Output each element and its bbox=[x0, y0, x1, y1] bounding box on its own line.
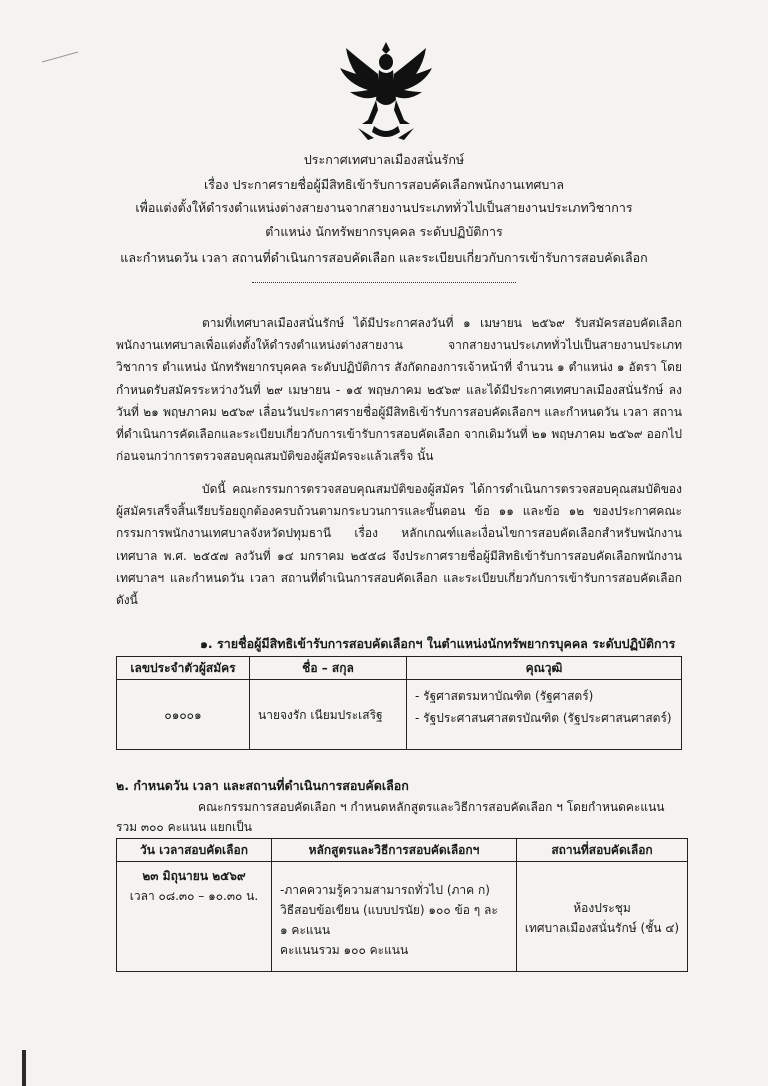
section-2-note-line-2: รวม ๓๐๐ คะแนน แยกเป็น bbox=[116, 820, 252, 834]
header-applicant-id: เลขประจำตัวผู้สมัคร bbox=[117, 657, 250, 680]
course-line: วิธีสอบข้อเขียน (แบบปรนัย) ๑๐๐ ข้อ ๆ ละ bbox=[280, 903, 498, 917]
qualification-item: - รัฐศาสตรมหาบัณฑิต (รัฐศาสตร์) bbox=[415, 689, 594, 703]
org-title: ประกาศเทศบาลเมืองสนั่นรักษ์ bbox=[303, 152, 465, 167]
table-header-row bbox=[117, 839, 688, 862]
subject-line-4: และกำหนดวัน เวลา สถานที่ดำเนินการสอบคัดเลือก และระเบียบเกี่ยวกับการเข้ารับการสอบคัดเลือก bbox=[120, 250, 648, 265]
course-line: ๑ คะแนน bbox=[280, 923, 331, 937]
scan-edge-mark bbox=[22, 1050, 26, 1086]
venue-line: ห้องประชุม bbox=[573, 901, 631, 915]
header-course: หลักสูตรและวิธีการสอบคัดเลือกฯ bbox=[272, 839, 517, 862]
table-header-row bbox=[117, 657, 682, 680]
header-date-time: วัน เวลาสอบคัดเลือก bbox=[117, 839, 272, 862]
subject-line-3: ตำแหน่ง นักทรัพยากรบุคคล ระดับปฏิบัติการ bbox=[265, 224, 503, 239]
applicant-id: ๐๑๐๐๑ bbox=[117, 680, 250, 750]
venue-cell bbox=[517, 862, 688, 972]
section-2-title: ๒. กำหนดวัน เวลา และสถานที่ดำเนินการสอบคัดเลือก bbox=[116, 778, 409, 793]
candidates-table bbox=[116, 656, 682, 750]
exam-date: ๒๓ มิถุนายน ๒๕๖๙ bbox=[142, 869, 246, 883]
paragraph-1-text: ตามที่เทศบาลเมืองสนั่นรักษ์ ได้มีประกาศลงวันที่ ๑ เมษายน ๒๕๖๙ รับสมัครสอบคัดเลือกพนักงานเทศบาลเพื่อแต่งตั้งให้ดำรงตำแหน่งต่างสายงาน จากสายงานประเภททั่วไปเป็นสายงานประเภทวิชาการ ตำแหน่ง นักทรัพยากรบุคคล ระดับปฏิบัติการ สังกัดกองการเจ้าหน้าที่ จำนวน ๑ ตำแหน่ง ๑ อัตรา โดยกำหนดรับสมัครระหว่างวันที่ ๒๙ เมษายน - ๑๕ พฤษภาคม ๒๕๖๙ และได้มีประกาศเทศบาลเมืองสนั่นรักษ์ ลงวันที่ ๒๑ พฤษภาคม ๒๕๖๙ เลื่อนวันประกาศรายชื่อผู้มีสิทธิเข้ารับการสอบคัดเลือกฯ และกำหนดวัน เวลา สถานที่ดำเนินการคัดเลือกและระเบียบเกี่ยวกับการเข้ารับการสอบคัดเลือก จากเดิมวันที่ ๒๑ พฤษภาคม ๒๕๖๙ ออกไปก่อนจนกว่าการตรวจสอบคุณสมบัติของผู้สมัครจะแล้วเสร็จ นั้น bbox=[116, 316, 682, 464]
schedule-table bbox=[116, 838, 688, 972]
venue-line: เทศบาลเมืองสนั่นรักษ์ (ชั้น ๔) bbox=[524, 921, 680, 935]
dotted-separator bbox=[252, 282, 516, 283]
header-venue: สถานที่สอบคัดเลือก bbox=[517, 839, 688, 862]
garuda-emblem-icon bbox=[338, 40, 434, 144]
subject-line-2: เพื่อแต่งตั้งให้ดำรงตำแหน่งต่างสายงานจากสายงานประเภททั่วไปเป็นสายงานประเภทวิชาการ bbox=[135, 200, 633, 215]
paragraph-1 bbox=[116, 312, 682, 467]
header-qualification: คุณวุฒิ bbox=[407, 657, 682, 680]
qualification-item: - รัฐประศาสนศาสตรบัณฑิต (รัฐประศาสนศาสตร์) bbox=[415, 711, 672, 725]
qualification-cell bbox=[407, 680, 682, 750]
paragraph-2-text: บัดนี้ คณะกรรมการตรวจสอบคุณสมบัติของผู้สมัคร ได้การดำเนินการตรวจสอบคุณสมบัติของผู้สมัครเสร็จสิ้นเรียบร้อยถูกต้องครบถ้วนตามกระบวนการและขั้นตอน ข้อ ๑๑ และข้อ ๑๒ ของประกาศคณะกรรมการพนักงานเทศบาลจังหวัดปทุมธานี เรื่อง หลักเกณฑ์และเงื่อนไขการสอบคัดเลือกสำหรับพนักงานเทศบาล พ.ศ. ๒๕๕๗ ลงวันที่ ๑๔ มกราคม ๒๕๕๘ จึงประกาศรายชื่อผู้มีสิทธิเข้ารับการสอบคัดเลือกพนักงานเทศบาลฯ และกำหนดวัน เวลา สถานที่ดำเนินการสอบคัดเลือก และระเบียบเกี่ยวกับการเข้ารับการสอบคัดเลือก ดังนี้ bbox=[116, 482, 682, 608]
table-row bbox=[117, 680, 682, 750]
section-1-title: ๑. รายชื่อผู้มีสิทธิเข้ารับการสอบคัดเลือกฯ ในตำแหน่งนักทรัพยากรบุคคล ระดับปฏิบัติการ bbox=[200, 636, 676, 651]
course-line: -ภาคความรู้ความสามารถทั่วไป (ภาค ก) bbox=[280, 883, 490, 897]
course-cell bbox=[272, 862, 517, 972]
scan-mark-icon bbox=[40, 50, 80, 64]
table-row bbox=[117, 862, 688, 972]
header-name: ชื่อ – สกุล bbox=[250, 657, 407, 680]
schedule-date-cell bbox=[117, 862, 272, 972]
subject-line-1: เรื่อง ประกาศรายชื่อผู้มีสิทธิเข้ารับการสอบคัดเลือกพนักงานเทศบาล bbox=[204, 177, 564, 192]
applicant-name: นายจงรัก เนียมประเสริฐ bbox=[250, 680, 407, 750]
course-line: คะแนนรวม ๑๐๐ คะแนน bbox=[280, 943, 409, 957]
section-2-note-line-1: คณะกรรมการสอบคัดเลือก ฯ กำหนดหลักสูตรและวิธีการสอบคัดเลือก ฯ โดยกำหนดคะแนน bbox=[198, 800, 665, 814]
paragraph-2 bbox=[116, 478, 682, 611]
exam-time: เวลา ๐๘.๓๐ – ๑๐.๓๐ น. bbox=[129, 889, 259, 903]
